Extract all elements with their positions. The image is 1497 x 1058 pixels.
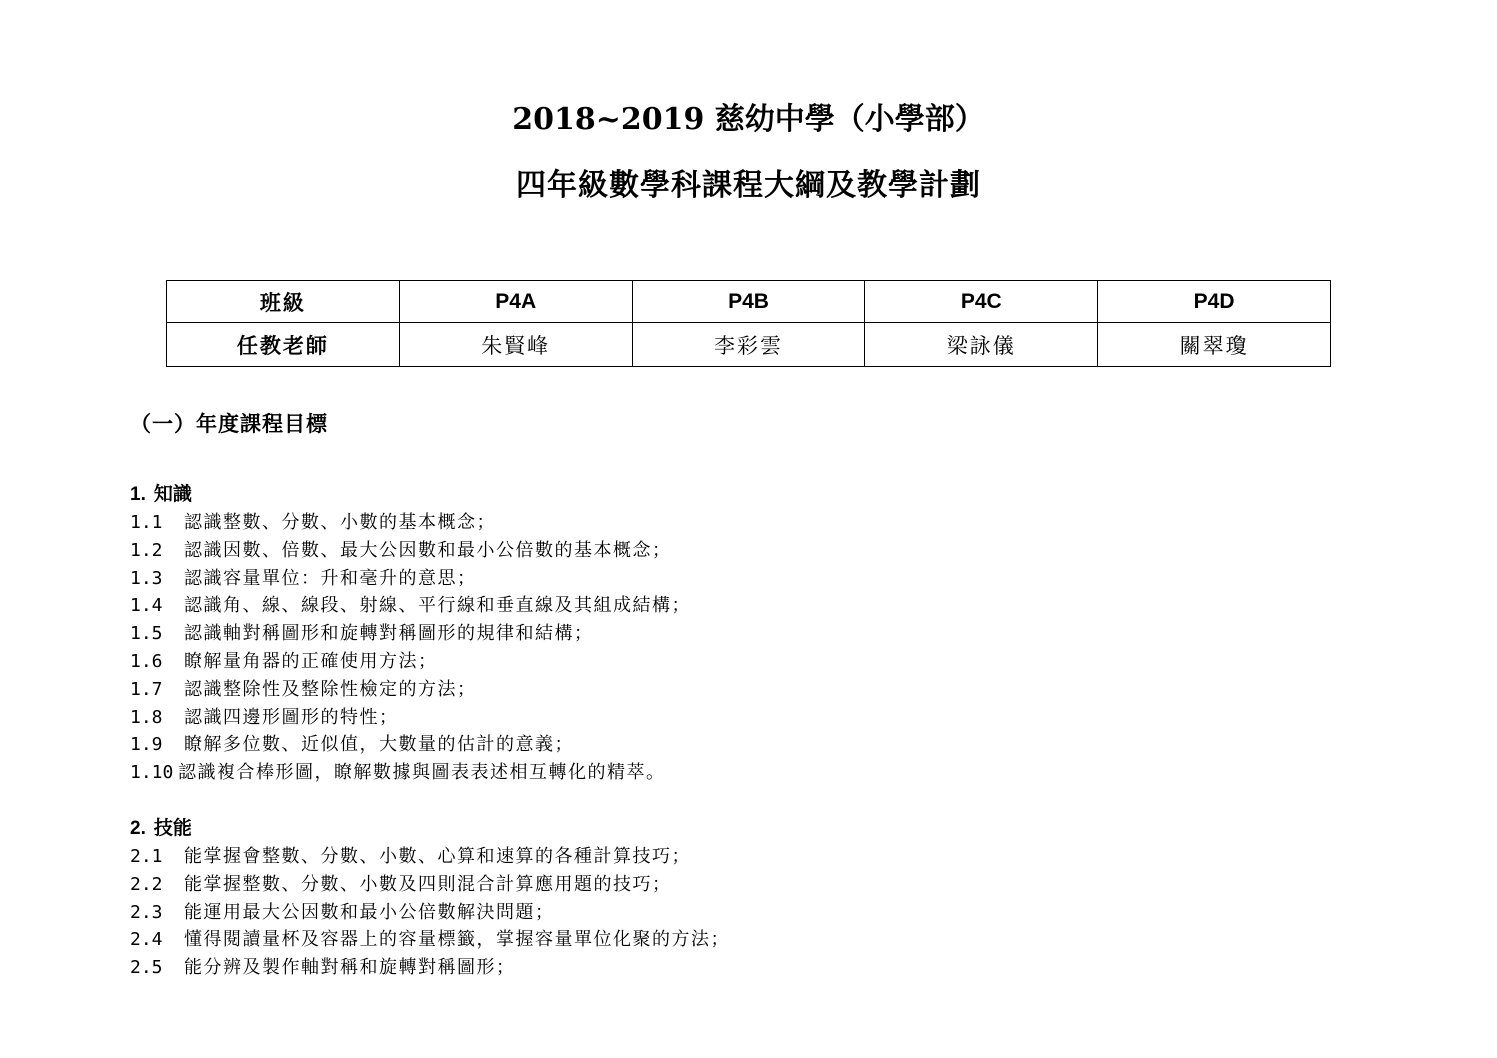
skills-number: 2.: [130, 818, 146, 839]
item-text: 認識四邊形圖形的特性；: [184, 706, 399, 728]
teacher-p4d-cell: 關翠瓊: [1098, 323, 1331, 367]
item-text: 能分辨及製作軸對稱和旋轉對稱圖形；: [184, 957, 516, 979]
school-title: 2018~2019 慈幼中學（小學部）: [512, 102, 985, 137]
item-number: 1.3: [130, 567, 163, 589]
skills-group: [130, 813, 730, 982]
class-label-cell: 班級: [167, 281, 400, 323]
skills-heading: [130, 813, 730, 843]
teacher-p4b-cell: 李彩雲: [632, 323, 865, 367]
list-item: [130, 871, 730, 899]
item-number: 1.8: [130, 706, 163, 728]
item-number: 2.5: [130, 957, 163, 979]
item-text: 瞭解多位數、近似值，大數量的估計的意義；: [184, 734, 574, 756]
item-number: 2.3: [130, 901, 163, 923]
list-item: [130, 620, 691, 648]
list-item: [130, 843, 730, 871]
section-heading: （一）年度課程目標: [130, 411, 328, 436]
item-number: 1.9: [130, 734, 163, 756]
list-item: [130, 899, 730, 927]
skills-title: 技能: [153, 817, 192, 839]
item-text: 認識因數、倍數、最大公因數和最小公倍數的基本概念；: [184, 539, 672, 561]
item-number: 1.10: [130, 762, 174, 784]
list-item: [130, 537, 691, 565]
item-text: 認識軸對稱圖形和旋轉對稱圖形的規律和結構；: [184, 623, 594, 645]
teacher-table: [166, 280, 1331, 367]
item-number: 2.1: [130, 846, 163, 867]
knowledge-heading: [130, 479, 691, 509]
table-row-class: [167, 281, 1331, 323]
list-item: [130, 704, 691, 732]
teacher-label-cell: 任教老師: [167, 323, 400, 367]
list-item: [130, 759, 691, 787]
list-item: [130, 565, 691, 593]
item-text: 能運用最大公因數和最小公倍數解決問題；: [184, 901, 555, 923]
item-text: 認識整數、分數、小數的基本概念；: [184, 512, 496, 533]
list-item: [130, 509, 691, 537]
list-item: [130, 926, 730, 954]
class-p4b-cell: P4B: [632, 281, 865, 323]
class-p4c-cell: P4C: [865, 281, 1098, 323]
list-item: [130, 954, 730, 982]
item-number: 1.4: [130, 595, 163, 617]
item-number: 1.7: [130, 678, 163, 700]
item-number: 1.1: [130, 512, 163, 533]
item-number: 2.2: [130, 873, 163, 895]
knowledge-list: [130, 509, 691, 787]
item-number: 1.6: [130, 650, 163, 672]
item-text: 認識角、線、線段、射線、平行線和垂直線及其組成結構；: [184, 595, 691, 617]
item-text: 能掌握整數、分數、小數及四則混合計算應用題的技巧；: [184, 873, 672, 895]
item-number: 2.4: [130, 929, 163, 951]
item-text: 認識容量單位：升和毫升的意思；: [184, 567, 477, 589]
item-text: 瞭解量角器的正確使用方法；: [184, 650, 438, 672]
item-text: 懂得閱讀量杯及容器上的容量標籤，掌握容量單位化聚的方法；: [184, 929, 730, 951]
table-row-teacher: [167, 323, 1331, 367]
teacher-p4c-cell: 梁詠儀: [865, 323, 1098, 367]
list-item: [130, 676, 691, 704]
document-title: 四年級數學科課程大綱及教學計劃: [516, 168, 981, 203]
knowledge-number: 1.: [130, 484, 146, 505]
item-number: 1.5: [130, 623, 163, 645]
class-p4a-cell: P4A: [399, 281, 632, 323]
item-text: 能掌握會整數、分數、小數、心算和速算的各種計算技巧；: [184, 846, 691, 867]
item-text: 認識複合棒形圖，瞭解數據與圖表表述相互轉化的精萃。: [178, 762, 666, 784]
knowledge-title: 知識: [153, 483, 192, 505]
item-text: 認識整除性及整除性檢定的方法；: [184, 678, 477, 700]
item-number: 1.2: [130, 539, 163, 561]
knowledge-group: [130, 479, 691, 787]
list-item: [130, 648, 691, 676]
teacher-p4a-cell: 朱賢峰: [399, 323, 632, 367]
skills-list: [130, 843, 730, 982]
list-item: [130, 731, 691, 759]
class-p4d-cell: P4D: [1098, 281, 1331, 323]
list-item: [130, 592, 691, 620]
